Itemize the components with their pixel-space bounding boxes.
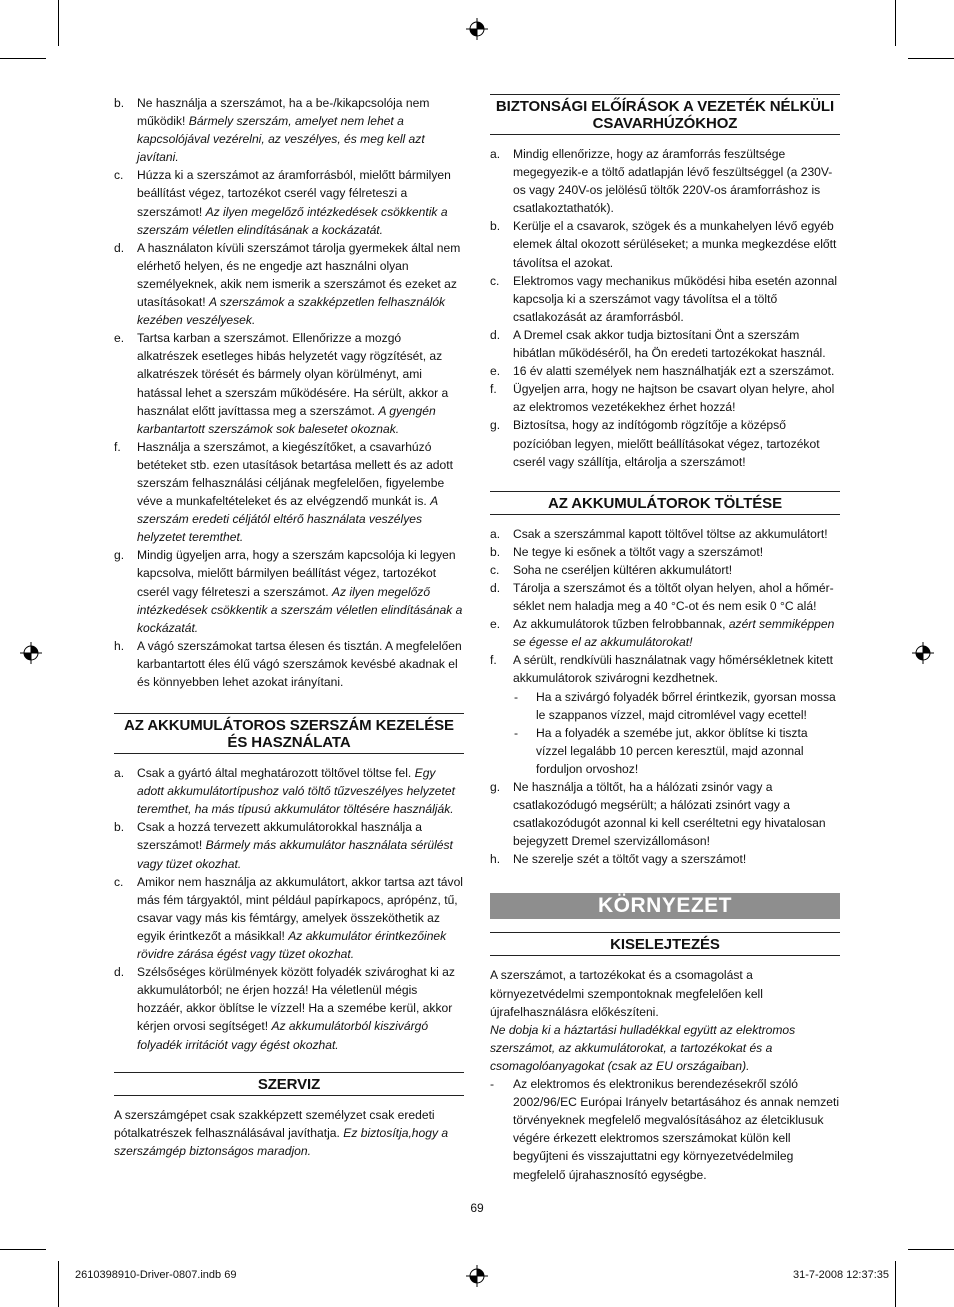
list-marker: c.: [490, 562, 500, 577]
list-marker: a.: [114, 766, 125, 781]
list-item: [114, 546, 464, 636]
registration-mark-icon: [912, 642, 934, 664]
section-heading-charging: AZ AKKUMULÁTOROK TÖLTÉSE: [490, 491, 840, 515]
charging-list-continued: [490, 778, 840, 868]
list-item: [114, 637, 464, 691]
list-item: [490, 561, 840, 579]
list-marker: g.: [490, 780, 501, 794]
charging-list: [490, 525, 840, 688]
text-run: Mindig ügyeljen arra, hogy a szerszám kapcsolója ki legyen kapcsolva, mielőtt bármilyen beállítást végez, tartozékot cserél vagy félreteszi a szerszámot.: [137, 548, 456, 599]
list-marker: h.: [114, 638, 125, 653]
text-run: Húzza ki a szerszámot az áramforrásból, mielőtt bármilyen beállítást végez, tartozékot cserél vagy félreteszi a szerszámot!: [137, 168, 451, 219]
list-marker: f.: [490, 653, 497, 668]
list-marker: f.: [490, 382, 497, 397]
text-run: 16 év alatti személyek nem használhatják ezt a szerszámot.: [513, 364, 835, 379]
crop-mark: [895, 1261, 896, 1307]
battery-use-list: [114, 764, 464, 1054]
section-heading-battery-use: AZ AKKUMULÁTOROS SZERSZÁM KEZELÉSE ÉS HASZNÁLATA: [114, 713, 464, 754]
list-item: [114, 438, 464, 547]
list-item-text: Ha a szivárgó folyadék bőrrel érintkezik, gyorsan mossa le szappanos vízzel, majd citromlével vagy ecettel!: [536, 689, 836, 722]
list-item: [490, 543, 840, 561]
list-item: [114, 94, 464, 166]
list-marker: b.: [490, 544, 501, 559]
list-marker: g.: [490, 418, 501, 433]
list-marker: c.: [114, 168, 124, 183]
text-run: Kerülje el a csavarok, szögek és a munkahelyen lévő egyéb elemek által okozott sérüléseket; a munka megkezdése előtt távolítsa el azokat.: [513, 219, 837, 270]
disposal-dash-item: [490, 1075, 840, 1184]
list-item: [490, 651, 840, 687]
italic-text: Bármely más akkumulátor használata sérülést vagy tüzet okozhat.: [137, 838, 453, 871]
list-marker: d.: [114, 240, 125, 255]
list-marker: c.: [490, 273, 500, 288]
text-run: Ügyeljen arra, hogy ne hajtson be csavart olyan helyre, ahol az elektromos vezetékekhez érhet hozzá!: [513, 382, 835, 415]
list-marker: e.: [490, 617, 501, 632]
left-column: [114, 94, 464, 1160]
list-item: [490, 579, 840, 615]
text-run: A használaton kívüli szerszámot tárolja gyermekek által nem elérhető helyen, és ne engedje azt használni olyan személyeknek, akik nem ismerik a szerszámot és ezeket az utasításokat!: [137, 240, 461, 310]
registration-mark-icon: [20, 642, 42, 664]
list-marker: d.: [490, 327, 501, 342]
right-column: [490, 94, 840, 1184]
section-heading-safety: BIZTONSÁGI ELŐÍRÁSOK A VEZETÉK NÉLKÜLI CSAVARHÚZÓKHOZ: [490, 94, 840, 135]
list-item: [114, 166, 464, 238]
list-item: [114, 873, 464, 963]
list-marker: h.: [490, 852, 501, 867]
list-marker: -: [490, 1077, 495, 1092]
list-marker: a.: [490, 147, 501, 161]
crop-mark: [58, 0, 59, 46]
list-marker: b.: [114, 96, 125, 110]
text-run: Használja a szerszámot, a kiegészítőket, a csavarhúzó betéteket stb. ezen utasítások betartása mellett és az adott szerszám felhasználási céljának megfelelően, figyelembe véve a munkafeltételeket és az elvégzendő munkát is.: [137, 439, 453, 509]
text-run: Ne használja a töltőt, ha a hálózati zsinór vagy a csatlakozódugó megsérült; a hálózati zsinórt vagy a csatlakozódugót azonnal ki kell cseréltetni egy hivatalosan bejegyzett Dremel szervizállomáson!: [513, 780, 826, 849]
text-run: A szerszámgépet csak szakképzett személyzet csak eredeti pótalkatrészek felhasználásával javíthatja.: [114, 1107, 435, 1140]
list-item: [114, 963, 464, 1053]
list-marker: a.: [490, 526, 501, 541]
list-marker: -: [514, 689, 519, 704]
italic-text: Az akkumulátor érintkezőinek rövidre zárása égést vagy tüzet okozhat.: [137, 928, 447, 962]
environment-title: KÖRNYEZET: [490, 893, 840, 919]
text-run: Csak a szerszámmal kapott töltővel töltse az akkumulátort!: [513, 526, 828, 541]
list-item: [490, 416, 840, 470]
list-marker: f.: [114, 439, 121, 454]
list-item: [490, 525, 840, 543]
registration-mark-icon: [466, 18, 488, 40]
italic-text: Ez biztosítja,hogy a szerszámgép biztonságos maradjon.: [114, 1125, 449, 1158]
list-marker: c.: [114, 874, 124, 889]
italic-text: Az ilyen megelőző intézkedések csökkentik a szerszám véletlen elindításának a kockázatát.: [137, 204, 448, 237]
list-marker: d.: [490, 580, 501, 595]
sub-list-item: [490, 724, 840, 778]
list-marker: b.: [490, 219, 501, 234]
text-run: Biztosítsa, hogy az indítógomb rögzítője a középső pozícióban legyen, mielőtt beállításokat végez, tartozékot cserél vagy szállítja, eltárolja a szerszámot!: [513, 418, 820, 469]
list-item: [490, 272, 840, 326]
list-item: [490, 217, 840, 271]
text-run: Csak a gyártó által meghatározott töltővel töltse fel.: [137, 766, 415, 781]
text-run: Ne használja a szerszámot, ha a be-/kikapcsolója nem működik!: [137, 96, 430, 129]
crop-mark: [0, 1249, 46, 1250]
list-item-text: Ha a folyadék a szemébe jut, akkor öblítse ki tiszta vízzel legalább 10 percen keresztül, majd azonnal forduljon orvoshoz!: [536, 725, 808, 776]
italic-text: Egy adott akkumulátortípushoz való töltő tűzveszélyes helyzetet teremthet, ha más típusú akkumulátor töltésére használják.: [137, 766, 455, 817]
list-marker: e.: [114, 331, 125, 346]
disposal-paragraph-italic: Ne dobja ki a háztartási hulladékkal együtt az elektromos szerszámot, az akkumulátorokat, a tartozékokat és a csomagolóanyagokat (csak az EU országaiban).: [490, 1022, 796, 1073]
list-marker: b.: [114, 820, 125, 835]
text-run: A sérült, rendkívüli használatnak vagy hőmérsékletnek kitett akkumulátorok szivárogni kezdhetnek.: [513, 653, 833, 686]
text-run: Tartsa karban a szerszámot. Ellenőrizze a mozgó alkatrészek esetleges hibás helyzetét vagy rögzítését, az alkatrészek törését és bármely olyan körülményt, ami hatással lehet a szerszám működésére. Ha sérült, akkor a használat előtt javíttassa meg a szerszámot.: [137, 331, 449, 418]
crop-mark: [908, 58, 954, 59]
text-run: Mindig ellenőrizze, hogy az áramforrás feszültsége megegyezik-e a töltő adatlapján lévő feszültséggel (a 230V-os vagy 240V-os jelölésű töltők 220V-os áramforráshoz is csatlakoztathatók).: [513, 147, 833, 216]
list-item: [114, 764, 464, 818]
crop-mark: [0, 58, 46, 59]
list-item: [490, 145, 840, 217]
list-marker: -: [514, 725, 519, 740]
italic-text: A szerszám eredeti céljától eltérő használata veszélyes helyzetet teremthet.: [137, 494, 438, 545]
text-run: Elektromos vagy mechanikus működési hiba esetén azonnal kapcsolja ki a szerszámot vagy távolítsa el a töltő csatlakozását az áramforrásból.: [513, 273, 838, 324]
text-run: Szélsőséges körülmények között folyadék szivároghat ki az akkumulátorból; ne érjen hozzá! Ha véletlenül mégis hozzáér, akkor öblítse le vízzel! Ha a szemébe kerül, akkor kérjen orvosi segítséget!: [137, 965, 455, 1034]
text-run: A vágó szerszámokat tartsa élesen és tisztán. A megfelelően karbantartott éles élű vágó szerszámok kevésbé akadnak el és könnyebben lehet azokat irányítani.: [137, 638, 462, 689]
page-number: 69: [470, 1201, 484, 1215]
text-run: Tárolja a szerszámot és a töltőt olyan helyen, ahol a hőmér-séklet nem haladja meg a 40 °C-ot és nem esik 0 °C alá!: [513, 580, 834, 614]
section-heading-service: SZERVIZ: [114, 1072, 464, 1096]
text-run: Soha ne cseréljen kültéren akkumulátort!: [513, 562, 733, 577]
text-run: A Dremel csak akkor tudja biztosítani Önt a szerszám hibátlan működéséről, ha Ön eredeti tartozékokat használ.: [513, 327, 826, 361]
list-item-text: Az elektromos és elektronikus berendezésekről szóló 2002/96/EC Európai Irányelv betartásához és annak nemzeti törvényeknek megfelelő megvalósításához az életciklusuk végére érkezett elektromos szerszámokat külön kell begyűjteni és visszajuttatni egy környezetvédelmileg megfelelő újrahasznosító egységbe.: [513, 1077, 840, 1182]
footer-timestamp: 31-7-2008 12:37:35: [792, 1269, 889, 1281]
footer-file-info: 2610398910-Driver-0807.indb 69: [75, 1269, 237, 1281]
text-run: Csak a hozzá tervezett akkumulátorokkal használja a szerszámot!: [137, 820, 423, 853]
charging-sublist: [490, 688, 840, 778]
section-heading-disposal: KISELEJTEZÉS: [490, 932, 840, 956]
list-item: [490, 615, 840, 651]
service-paragraph: [114, 1106, 464, 1160]
text-run: Az akkumulátorok tűzben felrobbannak,: [513, 617, 729, 632]
text-run: Amikor nem használja az akkumulátort, akkor tartsa azt távol más fém tárgyaktól, mint például papírkapocs, aprópénz, tű, csavar vagy más kis fémtárgy, amelyek összeköthetik az egyik érintkezőt a másikkal!: [137, 874, 463, 943]
registration-mark-icon: [466, 1265, 488, 1287]
list-item: [490, 362, 840, 380]
disposal-paragraph: A szerszámot, a tartozékokat és a csomagolást a környezetvédelmi szempontoknak megfelelően kell újrafelhasználásra előkészíteni.: [490, 968, 763, 1019]
list-item: [490, 326, 840, 362]
italic-text: Az ilyen megelőző intézkedések csökkentik a szerszám véletlen elindításának a kockázatát.: [137, 584, 463, 635]
safety-list: [490, 145, 840, 471]
list-item: [114, 329, 464, 438]
crop-mark: [58, 1261, 59, 1307]
sub-list-item: [490, 688, 840, 724]
italic-text: Az akkumulátorból kiszivárgó folyadék irritációt vagy égést okozhat.: [137, 1019, 429, 1052]
italic-text: azért semmiképpen se égesse el az akkumulátorokat!: [513, 617, 835, 650]
tool-use-list: [114, 94, 464, 691]
text-run: Ne szerelje szét a töltőt vagy a szerszámot!: [513, 852, 747, 867]
crop-mark: [908, 1249, 954, 1250]
list-item: [490, 850, 840, 868]
list-marker: g.: [114, 548, 125, 563]
crop-mark: [895, 0, 896, 46]
italic-text: Bármely szerszám, amelyet nem lehet a kapcsolójával vezérelni, az veszélyes, és meg kell azt javítani.: [137, 114, 425, 165]
list-item: [490, 778, 840, 850]
list-item: [114, 818, 464, 872]
list-marker: e.: [490, 364, 501, 379]
list-item: [490, 380, 840, 416]
list-marker: d.: [114, 965, 125, 980]
list-item: [114, 239, 464, 329]
text-run: Ne tegye ki esőnek a töltőt vagy a szerszámot!: [513, 544, 764, 559]
italic-text: A gyengén karbantartott szerszámok sok balesetet okoznak.: [137, 403, 436, 436]
italic-text: A szerszámok a szakképzetlen felhasználók kezében veszélyesek.: [137, 295, 446, 328]
